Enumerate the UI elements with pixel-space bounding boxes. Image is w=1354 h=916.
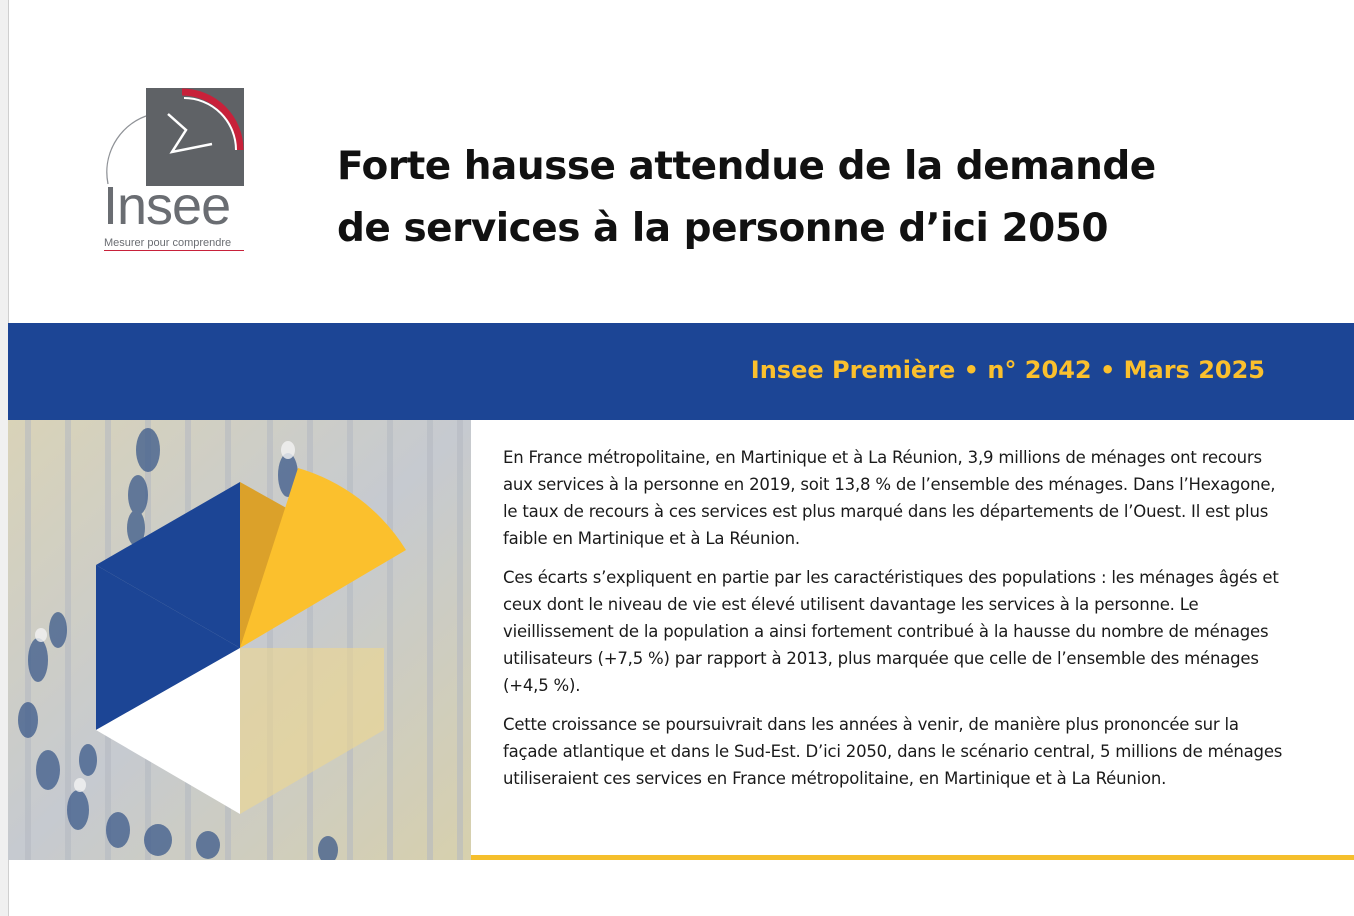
document-title: [337, 136, 1317, 260]
summary-text: [503, 444, 1283, 804]
gold-divider: [471, 855, 1354, 860]
logo-underline: [104, 250, 244, 251]
summary-paragraph-3: Cette croissance se poursuivrait dans les années à venir, de manière plus prononcée sur la façade atlantique et dans le Sud-Est. D’ici 2050, dans le scénario central, 5 millions de ménages utiliseraient ces services en France métropolitaine, en Martinique et à La Réunion.: [503, 715, 1283, 788]
crowd-photo-hexagon-graphic: [8, 420, 471, 860]
summary-paragraph-1: En France métropolitaine, en Martinique et à La Réunion, 3,9 millions de ménages ont recours aux services à la personne en 2019, soit 13,8 % de l’ensemble des ménages. Dans l’Hexagone, le taux de recours à ces services est plus marqué dans les départements de l’Ouest. Il est plus faible en Martinique et à La Réunion.: [503, 448, 1276, 548]
insee-logo[interactable]: [100, 86, 250, 256]
publication-band: [8, 323, 1354, 420]
title-line-1: Forte hausse attendue de la demande: [337, 144, 1156, 189]
title-line-2: de services à la personne d’ici 2050: [337, 206, 1109, 251]
logo-wordmark: Insee: [103, 176, 231, 236]
publication-info: Insee Première • n° 2042 • Mars 2025: [750, 356, 1265, 384]
summary-paragraph-2: Ces écarts s’expliquent en partie par les caractéristiques des populations : les ménages âgés et ceux dont le niveau de vie est élevé utilisent davantage les services à la personne. Le vieillissement de la population a ainsi fortement contribué à la hausse du nombre de ménages utilisateurs (+7,5 %) par rapport à 2013, plus marquée que celle de l’ensemble des ménages (+4,5 %).: [503, 568, 1279, 695]
logo-tagline: Mesurer pour comprendre: [104, 237, 232, 249]
cover-illustration: [8, 420, 471, 860]
